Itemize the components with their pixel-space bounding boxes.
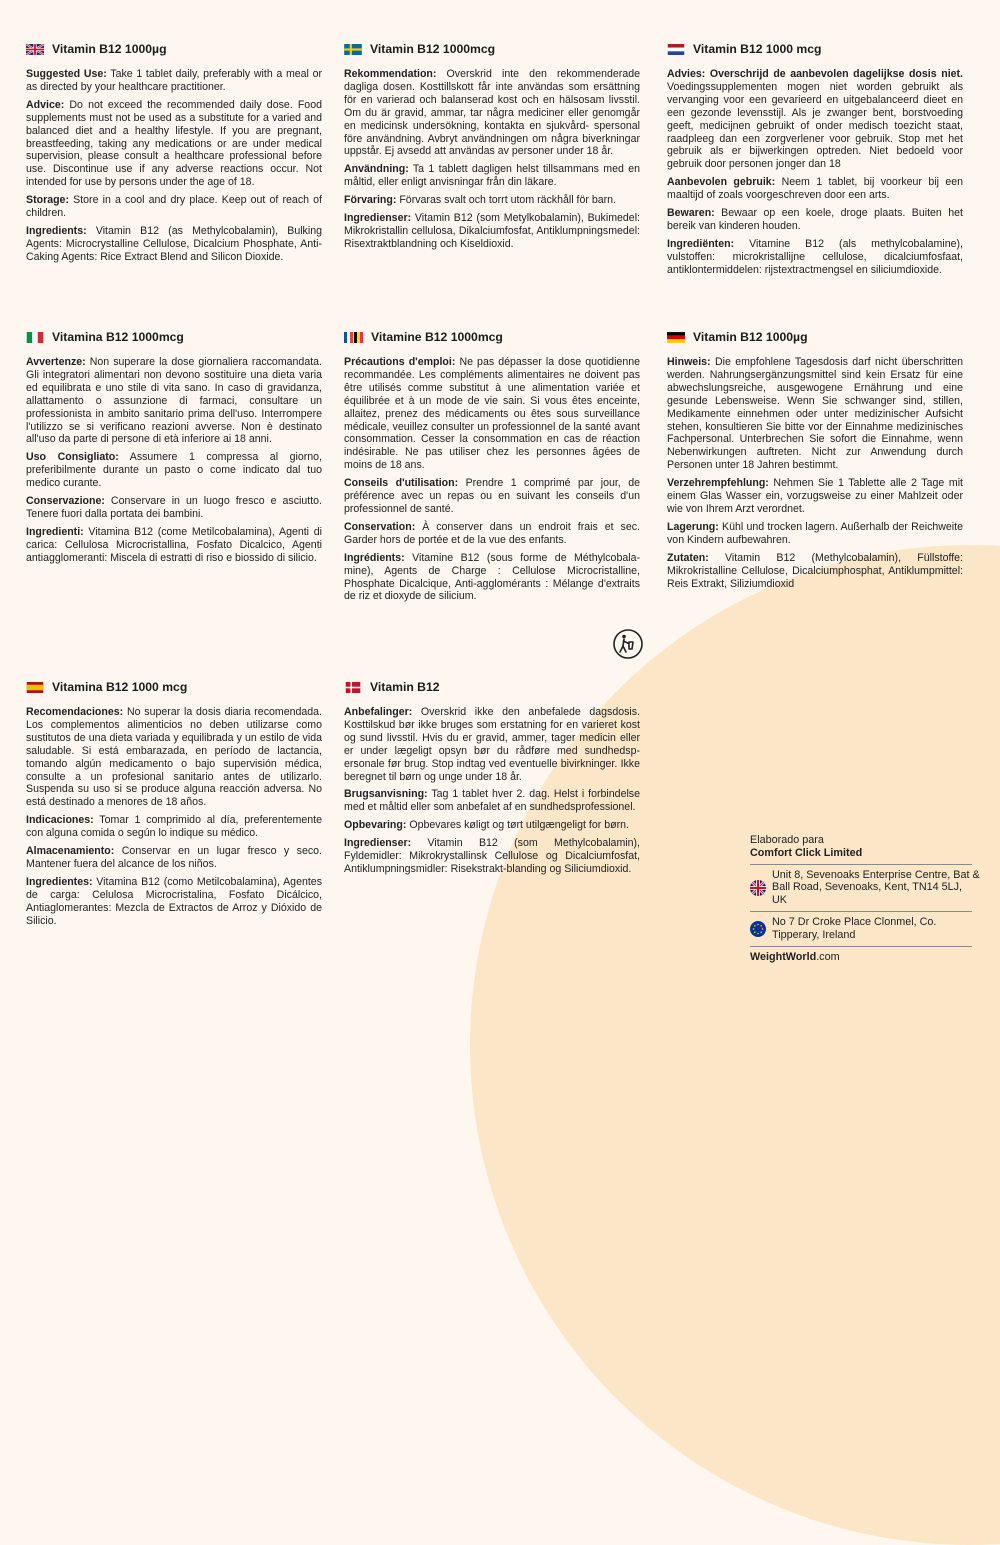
eu-flag-icon: [750, 921, 766, 937]
panel-dutch: [667, 42, 963, 282]
company-info: [750, 834, 980, 963]
paragraph-ingredients: Ingredienti: Vitamina B12 (come Metilcobalamina), Agenti di carica: Cellulosa Microcristallina, Fosfato Dicalcico, Agenti antiagglomeranti: Miscela di estratti di riso e biossido di silicio.: [26, 525, 322, 564]
panel-title: Vitamina B12 1000mcg: [26, 330, 322, 344]
panel-title: Vitamin B12 1000µg: [26, 42, 322, 56]
france-flag-icon: [344, 332, 353, 343]
company-name: Comfort Click Limited: [750, 846, 863, 859]
paragraph-recommendations: Recomendaciones: No superar la dosis diaria recomendada. Los complementos alimenticios no deben utilizarse como sustitutos de una dieta variada y equilibrada y un estilo de vida saludable. Si está embarazada, en período de lactancia, tomando algún medicamento o bajo supervisión médica, consulte a un profesional sanitario antes de utilizarlo. Suspenda su uso si se produce alguna reacción adversa. No está destinado a menores de 18 años.: [26, 706, 322, 809]
website[interactable]: WeightWorld.com: [750, 950, 840, 963]
paragraph-storage: Conservation: À conserver dans un endroit frais et sec. Garder hors de portée et de la vue des enfants.: [344, 520, 640, 546]
sweden-flag-icon: [344, 44, 362, 55]
eu-address-row: [750, 916, 980, 942]
uk-address: Unit 8, Sevenoaks Enterprise Centre, Bat & Ball Road, Sevenoaks, Kent, TN14 5LJ, UK: [772, 868, 980, 907]
paragraph-usage: Användning: Ta 1 tablett dagligen helst tillsammans med en måltid, eller enligt anvisningar från din läkare.: [344, 163, 640, 189]
paragraph-usage: Uso Consigliato: Assumere 1 compressa al giorno, preferibilmente durante un pasto o come indicato dal tuo medico curante.: [26, 451, 322, 490]
paragraph-storage: Opbevaring: Opbevares køligt og tørt utilgængeligt for børn.: [344, 819, 629, 832]
panel-title: Vitamine B12 1000mcg: [344, 330, 640, 344]
made-for-label: Elaborado para: [750, 834, 824, 846]
tidyman-recycle-icon: [612, 628, 644, 660]
panel-italian: [26, 330, 322, 570]
paragraph-storage: Bewaren: Bewaar op een koele, droge plaats. Buiten het bereik van kinderen houden.: [667, 207, 963, 232]
netherlands-flag-icon: [667, 44, 685, 55]
eu-address: No 7 Dr Croke Place Clonmel, Co. Tipperary, Ireland: [772, 915, 937, 941]
divider: [750, 946, 972, 947]
panel-french: [344, 330, 640, 608]
paragraph-precautions: Précautions d'emploi: Ne pas dépasser la dose quotidienne recommandée. Les compléments alimentaires ne doivent pas être utilisés comme substitut à une alimentation variée et équilibrée et à un mode de vie sain. Si vous êtes enceinte, allaitez, prenez des médicaments ou êtes sous surveillance médicale, veuillez consulter un professionnel de la santé avant consommation. Cesser la consommation en cas de réaction indésirable. Ne pas utiliser chez les personnes âgées de moins de 18 ans.: [344, 356, 640, 472]
panel-title: Vitamin B12 1000mcg: [344, 42, 640, 56]
paragraph-ingredients: Ingredients: Vitamin B12 (as Methylcobalamin), Bulking Agents: Microcrystalline Cellulose, Dicalcium Phosphate, Anti-Caking Agents: Rice Extract Blend and Silicon Dioxide.: [26, 224, 322, 263]
paragraph-usage: Verzehrempfehlung: Nehmen Sie 1 Tablette alle 2 Tage mit einem Glas Wasser ein, vorzugsweise zu einer Mahlzeit oder wie von Ihrem Arzt verordnet.: [667, 477, 963, 515]
paragraph-ingredients: Ingredienser: Vitamin B12 (som Metylkobalamin), Bukimedel: Mikrokristallin cellulosa, Dikalciumfosfat, Antiklumpningsmedel: Risextraktblandning och Kiseldioxid.: [344, 212, 640, 250]
paragraph-storage: Storage: Store in a cool and dry place. Keep out of reach of children.: [26, 194, 322, 220]
paragraph-storage: Almacenamiento: Conservar en un lugar fresco y seco. Mantener fuera del alcance de los niños.: [26, 845, 322, 870]
panel-english: [26, 42, 322, 269]
paragraph-storage: Conservazione: Conservare in un luogo fresco e asciutto. Tenere fuori dalla portata dei bambini.: [26, 495, 322, 520]
panel-german: [667, 330, 963, 595]
panel-spanish: [26, 680, 322, 933]
paragraph-ingredients: Zutaten: Vitamin B12 (Methylcobalamin), Füllstoffe: Mikrokristalline Cellulose, Dicalciumphosphat, Antiklumpmittel: Reis Extrakt, Siliziumdioxid: [667, 551, 963, 590]
paragraph-suggested-use: Suggested Use: Take 1 tablet daily, preferably with a meal or as directed by your healthcare practitioner.: [26, 68, 322, 93]
divider: [750, 864, 972, 865]
paragraph-ingredients: Ingredienser: Vitamin B12 (som Methylcobalamin), Fyldemidler: Mikrokrystallinsk Cellulose og Dicalciumfosfat, Antiklumpningsmidler: Risekstrakt-blanding og Siliciumdioxid.: [344, 837, 640, 875]
paragraph-recommendation: Rekommendation: Overskrid inte den rekommenderade dagliga dosen. Kosttillskott får inte användas som ersättning för en varierad och balanserad kost och en hälsosam livsstil. Om du är gravid, ammar, tar några mediciner eller genomgår en medicinsk undersökning, kontakta en sjukvård- spersonal före användning. Avbryt användningen om några biverkningar uppstår. Ej avsedd att användas av personer under 18 år.: [344, 68, 640, 158]
panel-title: Vitamina B12 1000 mcg: [26, 680, 322, 694]
denmark-flag-icon: [344, 682, 362, 693]
panel-danish: [344, 680, 640, 881]
belgium-flag-icon: [354, 332, 363, 343]
paragraph-advice: Advice: Do not exceed the recommended daily dose. Food supplements must not be used as a substitute for a varied and balanced diet and a healthy lifestyle. If you are pregnant, breastfeeding, taking any medications or are under medical supervision, please consult a healthcare professional before use. Discontinue use if any adverse reactions occur. Not intended for use by persons under the age of 18.: [26, 98, 322, 189]
divider: [750, 911, 972, 912]
paragraph-warnings: Avvertenze: Non superare la dose giornaliera raccomandata. Gli integratori alimentari non devono sostituire una dieta varia ed equilibrata e uno stile di vita sano. In caso di gravidanza, allattamento o assunzione di farmaci, consultare un professionista in ambito sanitario prima dell'uso. Interrompere l'utilizzo se si verificano reazioni avverse. Non è destinato all'uso da parte di persone di età inferiore ai 18 anni.: [26, 356, 322, 446]
uk-flag-icon: [26, 44, 44, 55]
paragraph-notice: Hinweis: Die empfohlene Tagesdosis darf nicht überschritten werden. Nahrungsergänzungsmittel sind kein Ersatz für eine abwechslungsreiche, ausgewogene Ernährung und eine gesunde Lebensweise. Wenn Sie schwanger sind, stillen, Medikamente einnehmen oder unter medizinischer Aufsicht stehen, konsultieren Sie bitte vor der Einnahme medizinisches Fachpersonal. Unterbrechen Sie sofort die Einnahme, wenn Nebenwirkungen auftreten. Nicht zur Anwendung durch Personen unter 18 Jahren bestimmt.: [667, 356, 963, 472]
panel-title: Vitamin B12: [344, 680, 640, 694]
uk-flag-icon: [750, 880, 766, 896]
paragraph-ingredients: Ingrediënten: Vitamine B12 (als methylcobalamine), vulstoffen: microkristallijne cellulose, dicalciumfosfaat, antiklontermiddelen: rijstextractmengsel en siliciumdioxide.: [667, 237, 963, 276]
italy-flag-icon: [26, 332, 44, 343]
paragraph-usage: Conseils d'utilisation: Prendre 1 comprimé par jour, de préférence avec un repas ou en suivant les conseils d'un professionnel de santé.: [344, 477, 640, 515]
uk-address-row: [750, 869, 980, 907]
panel-title: Vitamin B12 1000 mcg: [667, 42, 963, 56]
paragraph-usage: Aanbevolen gebruik: Neem 1 tablet, bij voorkeur bij een maaltijd of zoals voorgeschreven door een arts.: [667, 176, 963, 202]
panel-swedish: [344, 42, 640, 256]
paragraph-storage: Lagerung: Kühl und trocken lagern. Außerhalb der Reichweite von Kindern aufbewahren.: [667, 520, 963, 546]
paragraph-storage: Förvaring: Förvaras svalt och torrt utom räckhåll för barn.: [344, 194, 616, 207]
paragraph-ingredients: Ingrédients: Vitamine B12 (sous forme de Méthylcobala- mine), Agents de Charge : Cellulose Microcristalline, Phosphate Dicalcique, Anti-agglomérants : Mélange d'extraits de riz et dioxyde de silicium.: [344, 551, 640, 603]
spain-flag-icon: [26, 682, 44, 693]
paragraph-ingredients: Ingredientes: Vitamina B12 (como Metilcobalamina), Agentes de carga: Celulosa Microcristalina, Fosfato Dicálcico, Antiaglomerantes: Mezcla de Extractos de Arroz y Dióxido de Silicio.: [26, 875, 322, 927]
paragraph-advice: Advies: Overschrijd de aanbevolen dagelijkse dosis niet. Voedingssupplementen mogen niet worden gebruikt als vervanging voor een gevarieerd en uitgebalanceerd dieet en een gezonde levensstijl. Als je zwanger bent, borstvoeding geeft, medicijnen gebruikt of onder medisch toezicht staat, raadpleeg dan een zorgverlener voor gebruik. Stop met het gebruik als er bijwerkingen optreden. Niet bedoeld voor gebruik door personen jonger dan 18: [667, 68, 963, 171]
paragraph-usage: Brugsanvisning: Tag 1 tablet hver 2. dag. Helst i forbindelse med et måltid eller som anbefalet af en sundhedsprofessionel.: [344, 788, 640, 814]
germany-flag-icon: [667, 332, 685, 343]
paragraph-usage: Indicaciones: Tomar 1 comprimido al día, preferentemente con alguna comida o según lo indique su médico.: [26, 814, 322, 840]
panel-title: Vitamin B12 1000µg: [667, 330, 963, 344]
paragraph-recommendations: Anbefalinger: Overskrid ikke den anbefalede dagsdosis. Kosttilskud bør ikke bruges som erstatning for en varieret kost og sund livsstil. Hvis du er gravid, ammer, tager medicin eller er under lægeligt opsyn bør du rådføre med sundhedsp- ersonale før brug. Stop indtag ved eventuelle bivirkninger. Ikke beregnet til børn og unge under 18 år.: [344, 706, 640, 783]
